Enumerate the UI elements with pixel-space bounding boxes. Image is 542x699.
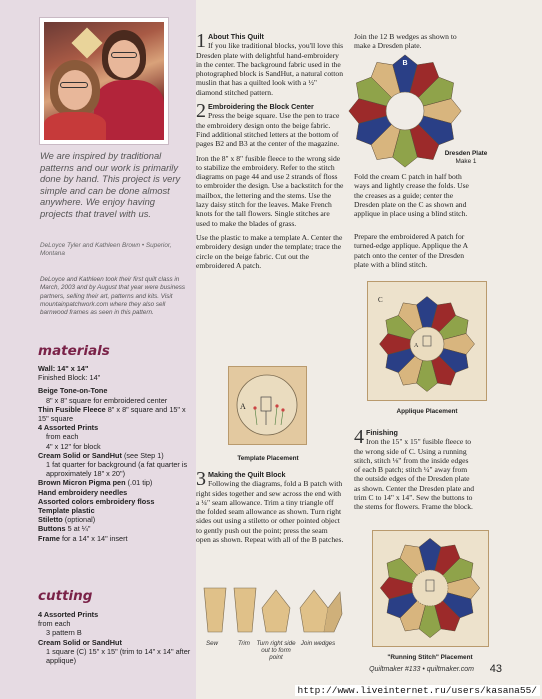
material-item: 4 Assorted Prints from each 4" x 12" for block	[38, 423, 101, 451]
material-item: Stiletto (optional)	[38, 515, 96, 525]
cutting-heading: cutting	[38, 588, 93, 604]
wedge-join	[300, 590, 328, 632]
template-placement-figure	[228, 366, 307, 445]
template-diagram	[229, 367, 306, 444]
materials-heading: materials	[38, 343, 110, 359]
sidebar	[0, 0, 196, 699]
wedge-turn	[262, 590, 290, 632]
cutting-item: Cream Solid or SandHut 1 square (C) 15" x 15" (trim to 14" x 14" after applique)	[38, 637, 191, 666]
step-2: 2 Embroidering the Block Center Press the beige square. Use the pen to trace the embroidery design onto the beige fabric. Find additional stitched letters at the bottom of pages B2 and B3 at the center of the magazine.	[196, 100, 340, 149]
step-2-paragraph: Use the plastic to make a template A. Center the embroidery design under the template; trace the circle on the beige fabric. Cut out the embroidered A patch.	[196, 232, 343, 270]
step-2-paragraph: Iron the 8" x 8" fusible fleece to the wrong side to stabilize the embroidery. Refer to the stitch diagrams on page 44 and use 2 strands of floss to embroider the design. Use a backstitch for the mailbox, the lettering and the stems. Use the lazy daisy stitch for the leaves. Make French knots for the tall flowers. Single stitches are used to make the blades of grass.	[196, 153, 344, 228]
materials-list	[38, 364, 194, 543]
middle-column	[196, 32, 344, 270]
designer-photo-frame	[40, 18, 168, 144]
material-item: Buttons 5 at ¼"	[38, 524, 91, 534]
dresden-subtitle: Make 1	[455, 158, 477, 165]
material-item: Frame for a 14" x 14" insert	[38, 533, 128, 543]
wedge-sew	[204, 588, 226, 632]
wedge-trim-label: Trim	[238, 640, 250, 647]
applique-caption: Applique Placement	[396, 408, 458, 415]
material-item: Template plastic	[38, 506, 95, 516]
dresden-title: Dresden Plate	[444, 150, 488, 157]
wedge-diagrams	[200, 584, 345, 636]
step-3: 3 Making the Quilt Block Following the diagrams, fold a B patch with right sides together and sew across the end with a ¼" seam allowance. Trim a tiny triangle off the folded seam allowance as shown. Turn right sides out using a stiletto or other pointed object to gently push out the point; press the seam open as shown. Repeat with all of the B patches.	[196, 468, 344, 545]
wedge-turn-label: Turn right side out to form point	[256, 640, 296, 662]
material-item: Brown Micron Pigma pen (.01 tip)	[38, 478, 153, 488]
wall-size: Wall: 14" x 14"	[38, 364, 89, 373]
material-item: Beige Tone-on-Tone 8" x 8" square for embroidered center	[38, 386, 168, 405]
template-label-a: A	[240, 402, 246, 411]
right-column-paragraph: Prepare the embroidered A patch for turned-edge applique. Applique the A patch onto the center of the Dresden plate with a blind stitch.	[354, 232, 468, 269]
wedge-sew-label: Sew	[205, 640, 219, 647]
page-number: 43	[489, 663, 502, 675]
step-1: 1 About This Quilt If you like traditional blocks, you'll love this Dresden plate with delightful hand-embroidery in the center. The background fabric used in the photographed block is SandHut, a natural cotton muslin that has a quilted look with a ½" diamond stitched pattern.	[196, 30, 344, 97]
step-4: 4 Finishing Iron the 15" x 15" fusible fleece to the wrong side of C. Using a running stitch, stitch ⅛" from the inside edges of each B patch; stitch ¼" away from the outside edges of the Dresden plate as shown. Center the Dresden plate and trim C to 14" x 14". Sew the buttons to the stems for flowers. Frame the block.	[354, 426, 474, 512]
dresden-label-b: B	[402, 60, 408, 67]
wedge-trim	[234, 588, 256, 632]
designer-bio: DeLoyce and Kathleen took their first quilt class in March, 2003 and by August that year were business partners, selling their art, patterns and kits. Visit mountainpatchwork.com where they also sell barnwood frames as seen in this pattern.	[40, 276, 186, 317]
template-caption: Template Placement	[237, 455, 299, 462]
applique-label-a: A	[414, 343, 419, 349]
material-item: Assorted colors embroidery floss	[38, 496, 155, 506]
designer-byline: DeLoyce Tyler and Kathleen Brown • Superior, Montana	[40, 242, 172, 258]
magazine-footer: Quiltmaker #133 • quiltmaker.com	[369, 666, 474, 673]
wedge-join-label: Join wedges	[300, 640, 336, 647]
material-item: Hand embroidery needles	[38, 487, 128, 497]
designer-photo	[44, 22, 164, 140]
cutting-item: 4 Assorted Prints from each 3 pattern B	[38, 610, 99, 638]
running-stitch-diagram	[373, 531, 488, 646]
cutting-list	[38, 610, 194, 665]
material-item: Cream Solid or SandHut (see Step 1) 1 fat quarter for background (a fat quarter is approximately 18" x 20")	[38, 450, 188, 479]
applique-placement-figure	[367, 281, 487, 401]
source-url: http://www.liveinternet.ru/users/kasana55/	[295, 685, 540, 696]
right-column-intro: Join the 12 B wedges as shown to make a Dresden plate.	[354, 32, 457, 51]
running-stitch-figure	[372, 530, 489, 647]
designer-quote: We are inspired by traditional patterns and our work is primarily done by hand. This project is very simple and can be done almost anywhere. We enjoy having projects that travel with us.	[40, 150, 181, 219]
finished-size: Finished Block: 14"	[38, 373, 101, 383]
running-stitch-caption: "Running Stitch" Placement	[387, 654, 473, 661]
applique-label-c: C	[378, 296, 383, 304]
applique-diagram	[368, 282, 486, 400]
material-item: Thin Fusible Fleece 8" x 8" square and 15" x 15" square	[38, 404, 186, 424]
right-column-paragraph: Fold the cream C patch in half both ways and lightly crease the folds. Use the creases as a guide; center the Dresden plate on the C as shown and applique in place using a blind stitch.	[354, 172, 469, 219]
